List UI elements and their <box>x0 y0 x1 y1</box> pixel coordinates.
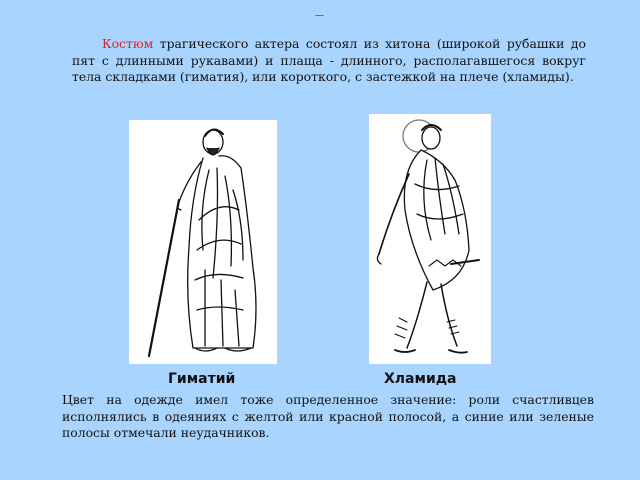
intro-paragraph <box>72 36 586 86</box>
chlamys-figure-drawing <box>369 114 491 364</box>
himation-caption: Гиматий <box>168 371 236 387</box>
chlamys-drawing-svg <box>369 114 491 364</box>
intro-highlight-word: Костюм <box>102 36 154 51</box>
outro-paragraph: Цвет на одежде имел тоже определенное значение: роли счастливцев исполнялись в одеяниях с желтой или красной полосой, а синие или зеленые полосы отмечали неудачников. <box>62 392 594 440</box>
himation-drawing-svg <box>129 120 277 364</box>
slide-mark: — <box>315 11 324 21</box>
himation-figure-drawing <box>129 120 277 364</box>
intro-text: трагического актера состоял из хитона (широкой рубашки до пят с длинными рукавами) и плаща - длинного, располагавшегося вокруг тела складками (гиматия), или короткого, с застежкой на плече (хламиды). <box>72 36 586 84</box>
chlamys-caption: Хламида <box>384 371 457 387</box>
